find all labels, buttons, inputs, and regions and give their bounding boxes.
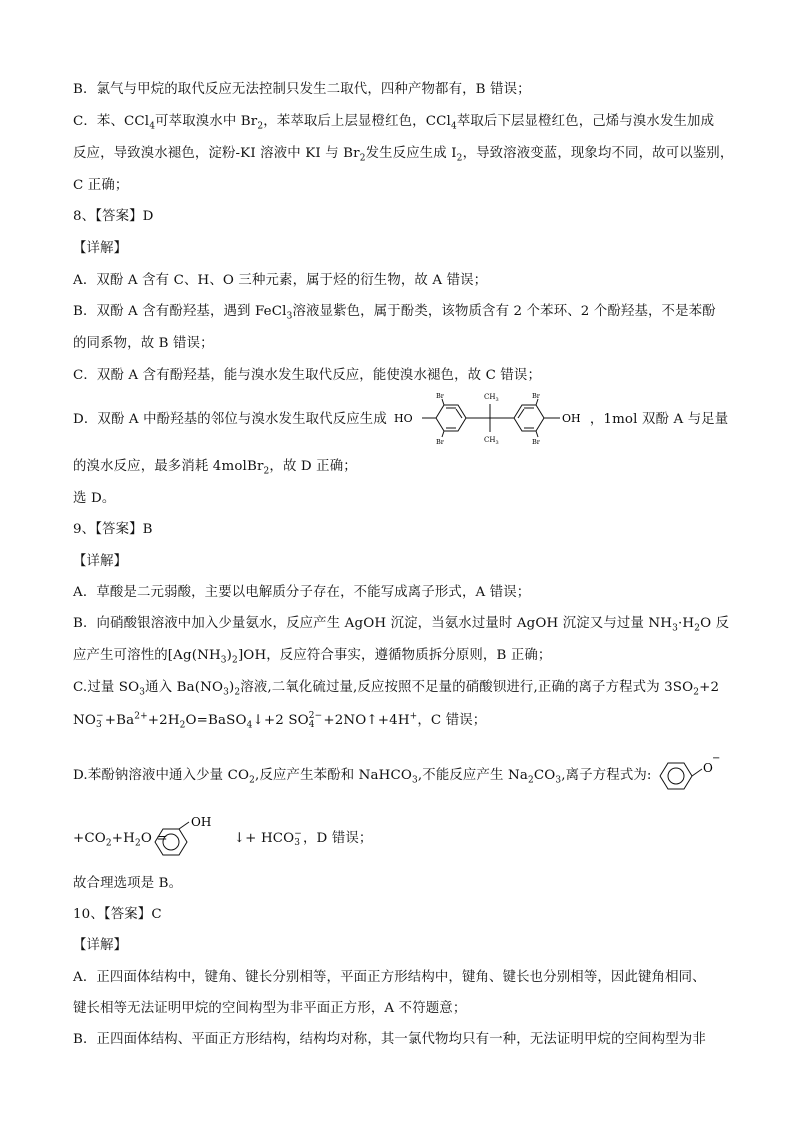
hydroxyl-label-right: OH [562, 412, 581, 425]
text-line: B．氯气与甲烷的取代反应无法控制只发生二取代，四种产物都有，B 错误； [73, 82, 531, 97]
text-line: 应产生可溶性的$[Ag(NH_3)_2]OH$，反应符合事实，遵循物质拆分原则，B 正确； [73, 648, 552, 666]
methyl-label: $CH_3$ [484, 393, 499, 403]
text-line: C.过量 $SO_3$通入 $Ba(NO_3)_2$溶液,二氧化硫过量,反应按照不足量的硝酸钡进行,正确的离子方程式为 $3SO_2+2$ [73, 680, 720, 698]
text-line: C．双酚 A 含有酚羟基，能与溴水发生取代反应，能使溴水褪色，故 C 错误； [73, 368, 541, 383]
ionic-equation-line: NO − 3 $+Ba^{2+}+2H_2O=BaSO_4↓+2$ SO 2− 4 +2NO↑+4H+，C 错误； [73, 710, 487, 731]
text-line: 的同系物，故 B 错误； [73, 336, 214, 351]
text-line: 选 D。 [73, 491, 116, 506]
phenoxide-oxygen-label: O [703, 761, 713, 775]
answer-heading: 10、【答案】C [73, 907, 162, 922]
text-line: 故合理选项是 B。 [73, 876, 183, 891]
text-line: A．草酸是二元弱酸，主要以电解质分子存在，不能写成离子形式，A 错误； [73, 585, 531, 600]
phenol-structure [151, 814, 221, 860]
tetrabromobisphenol-a-structure [392, 390, 600, 446]
text-line: B．双酚 A 含有酚羟基，遇到 FeCl$_3$溶液显紫色，属于酚类，该物质含有 2 个苯环、2 个酚羟基，不是苯酚 [73, 304, 716, 322]
text-line: B．向硝酸银溶液中加入少量氨水，反应产生 AgOH 沉淀，当氨水过量时 AgOH 沉淀又与过量 $NH_3\cdot H_2O$ 反 [73, 616, 730, 634]
answer-heading: 9、【答案】B [73, 522, 153, 537]
text-line: C．苯、CCl$_4$可萃取溴水中 $Br_2$，苯萃取后上层显橙红色，CCl$_4$萃取后下层显橙红色，己烯与溴水发生加成 [73, 114, 715, 132]
section-label: 【详解】 [73, 938, 128, 953]
text-line: D．双酚 A 中酚羟基的邻位与溴水发生取代反应生成 ，1mol 双酚 A 与足量 [73, 412, 729, 427]
text-line: C 正确； [73, 178, 129, 193]
phenoxide-structure [652, 752, 722, 796]
section-label: 【详解】 [73, 241, 128, 256]
text-line: 反应，导致溴水褪色，淀粉-KI 溶液中 KI 与 $Br_2$发生反应生成 $I_2$，导致溶液变蓝，现象均不同，故可以鉴别， [73, 146, 734, 164]
phenoxide-charge-label: − [712, 753, 721, 764]
text-line: 的溴水反应，最多消耗 4molBr$_2$，故 D 正确； [73, 459, 357, 477]
text-line: D.苯酚钠溶液中通入少量 $CO_2$,反应产生苯酚和 NaHCO$_3$,不能反应产生 $Na_2CO_3$,离子方程式为: [73, 768, 652, 786]
bromine-label: Br [436, 438, 444, 446]
bromine-label: Br [436, 392, 444, 400]
hydroxyl-label-left: HO [394, 412, 413, 425]
answer-heading: 8、【答案】D [73, 209, 154, 224]
ionic-equation-line: $+CO_2+H_2O$ = ↓+ HCO − 3 ，D 错误； [73, 828, 373, 849]
methyl-label: $CH_3$ [484, 436, 499, 446]
text-line: 键长相等无法证明甲烷的空间构型为非平面正方形，A 不符题意； [73, 1001, 467, 1016]
text-line: B．正四面体结构、平面正方形结构，结构均对称，其一氯代物均只有一种，无法证明甲烷的空间构型为非 [73, 1032, 706, 1047]
text-line: A．正四面体结构中，键角、键长分别相等，平面正方形结构中，键角、键长也分别相等，因此键角相同、 [73, 970, 706, 985]
section-label: 【详解】 [73, 554, 128, 569]
phenol-hydroxyl-label: OH [191, 815, 212, 829]
text-line: A．双酚 A 含有 C、H、O 三种元素，属于烃的衍生物，故 A 错误； [73, 273, 488, 288]
bromine-label: Br [532, 438, 540, 446]
bromine-label: Br [532, 392, 540, 400]
